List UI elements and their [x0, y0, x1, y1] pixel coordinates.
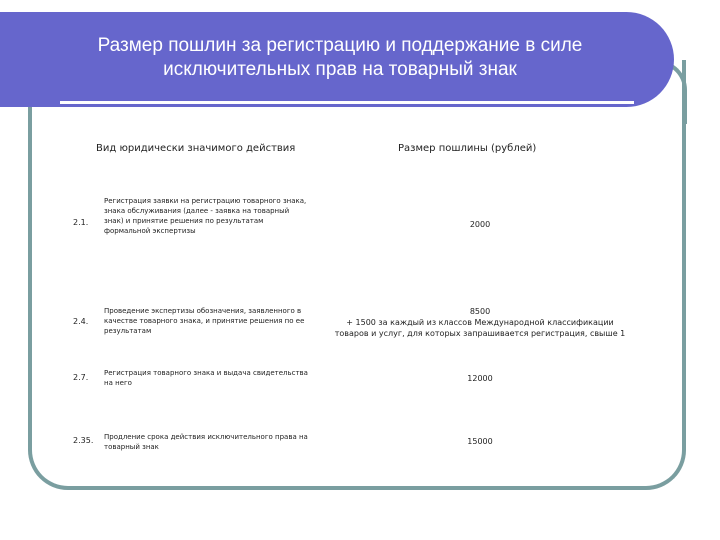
row-fee: 8500	[469, 307, 491, 316]
row-fee: 2000	[469, 220, 491, 229]
row-code: 2.1.	[73, 218, 89, 227]
row-fee: 15000	[467, 437, 493, 446]
title-line-2: исключительных прав на товарный знак	[163, 59, 517, 80]
row-fee: 12000	[467, 374, 493, 383]
row-code: 2.35.	[73, 436, 94, 445]
row-fee-note: + 1500 за каждый из классов Международной классификации товаров и услуг, для которых запрашивается регистрация, свыше 1	[334, 318, 626, 338]
header-action: Вид юридически значимого действия	[96, 143, 296, 154]
row-code: 2.7.	[73, 373, 89, 382]
header-fee: Размер пошлины (рублей)	[398, 143, 537, 154]
row-description: Продление срока действия исключительного права на товарный знак	[104, 433, 308, 451]
row-description: Регистрация заявки на регистрацию товарного знака, знака обслуживания (далее - заявка на товарный знак) и принятие решения по результатам формальной экспертизы	[104, 197, 307, 235]
row-code: 2.4.	[73, 317, 89, 326]
title-line-1: Размер пошлин за регистрацию и поддержание в силе	[97, 35, 583, 56]
row-description: Проведение экспертизы обозначения, заявленного в качестве товарного знака, и принятие решения по ее результатам	[104, 307, 305, 335]
title-underline	[60, 101, 634, 104]
slide-title	[40, 34, 640, 82]
row-description: Регистрация товарного знака и выдача свидетельства на него	[104, 369, 308, 387]
slide-frame	[28, 60, 686, 490]
